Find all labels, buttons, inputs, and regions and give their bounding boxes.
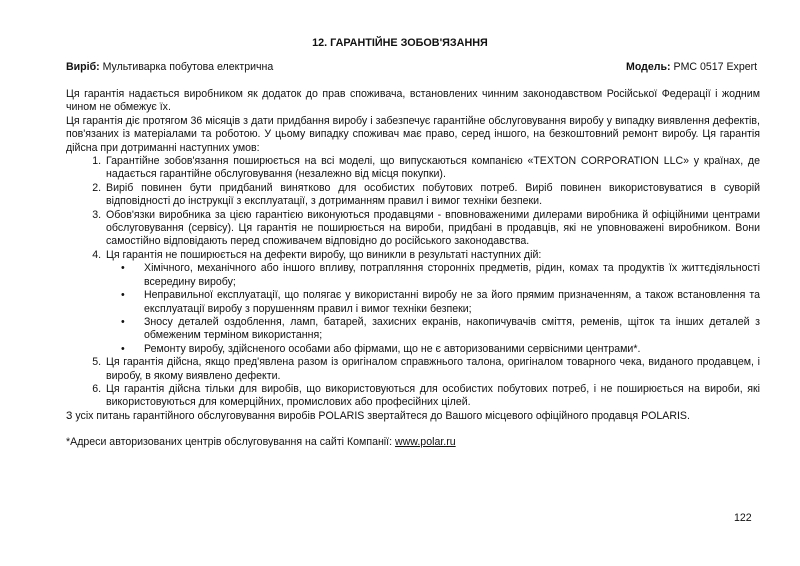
model-info bbox=[626, 61, 757, 74]
warranty-body bbox=[66, 88, 760, 450]
footnote bbox=[66, 436, 760, 449]
website-link[interactable]: www.polar.ru bbox=[395, 436, 456, 449]
exclusion-item: • Неправильної експлуатації, що полягає у використанні виробу не за його прямим призначенням, а також встановлення та експлуатації виробу з порушенням правил і вимог техніки безпеки; bbox=[142, 289, 760, 316]
product-label: Виріб: bbox=[66, 61, 100, 73]
closing-paragraph: З усіх питань гарантійного обслуговування виробів POLARIS звертайтеся до Вашого місцевого офіційного продавця POLARIS. bbox=[66, 409, 690, 422]
condition-item bbox=[104, 209, 760, 249]
model-label: Модель: bbox=[626, 61, 671, 73]
condition-item bbox=[104, 383, 760, 410]
footnote-text: *Адреси авторизованих центрів обслуговування на сайті Компанії: bbox=[66, 436, 395, 449]
exclusions-list bbox=[106, 262, 760, 356]
product-info bbox=[66, 61, 273, 74]
spacer bbox=[66, 423, 760, 436]
condition-text: Ця гарантія дійсна, якщо пред'явлена разом із оригіналом справжнього талона, оригіналом товарного чека, виданого продавцем, і виробу, в якому виявлено дефекти. bbox=[106, 356, 760, 382]
condition-text: Гарантійне зобов'язання поширюється на всі моделі, що випускаються компанією «TEXTON CORPORATION LLC» у країнах, де надається гарантійне обслуговування (незалежно від місця покупки). bbox=[106, 155, 760, 181]
section-title: 12. ГАРАНТІЙНЕ ЗОБОВ'ЯЗАННЯ bbox=[312, 37, 488, 49]
exclusion-item: • Ремонту виробу, здійсненого особами або фірмами, що не є авторизованими сервісними центрами*. bbox=[142, 343, 760, 356]
validity-paragraph: Ця гарантія діє протягом 36 місяців з дати придбання виробу і забезпечує гарантійне обслуговування виробу у випадку виявлення дефектів, пов'язаних із матеріалами та роботою. У цьому випадку споживач має право, серед іншого, на безкоштовний ремонт виробу. Ця гарантія дійсна при дотриманні наступних умов: bbox=[66, 114, 760, 154]
exclusion-item: • Хімічного, механічного або іншого впливу, потрапляння сторонніх предметів, рідин, комах та продуктів їх життєдіяльності всередину виробу; bbox=[142, 262, 760, 289]
condition-item bbox=[104, 155, 760, 182]
condition-item bbox=[104, 356, 760, 383]
condition-text: Обов'язки виробника за цією гарантією виконуються продавцями - вповноваженими дилерами виробника й офіційними центрами обслуговування (сервісу). Ця гарантія не поширюється на вироби, придбані в продавців, які не уповноважені виробником. Вони самостійно відповідають перед споживачем відповідно до російського законодавства. bbox=[106, 208, 760, 248]
condition-item bbox=[104, 249, 760, 356]
condition-text: Ця гарантія не поширюється на дефекти виробу, що виникли в результаті наступних дій: bbox=[106, 248, 542, 261]
product-line bbox=[66, 61, 758, 75]
product-value: Мультиварка побутова електрична bbox=[102, 61, 274, 73]
model-value: PMC 0517 Expert bbox=[673, 61, 758, 73]
exclusion-item: • Зносу деталей оздоблення, ламп, батарей, захисних екранів, накопичувачів сміття, ременів, щіток та інших деталей з обмеженим терміном використання; bbox=[142, 316, 760, 343]
condition-text: Виріб повинен бути придбаний винятково для особистих побутових потреб. Виріб повинен використовуватися в суворій відповідності до інструкції з експлуатації, з дотриманням правил і вимог техніки безпеки. bbox=[106, 181, 760, 208]
page-number: 122 bbox=[734, 512, 752, 524]
intro-paragraph: Ця гарантія надається виробником як додаток до прав споживача, встановлених чинним законодавством Російської Федерації і жодним чином не обмежує їх. bbox=[66, 88, 760, 114]
conditions-list bbox=[66, 155, 760, 410]
condition-text: Ця гарантія дійсна тільки для виробів, що використовуються для особистих побутових потреб, і не поширюється на вироби, які використовуються для комерційних, промислових або професійних цілей. bbox=[106, 382, 760, 409]
condition-item bbox=[104, 182, 760, 209]
